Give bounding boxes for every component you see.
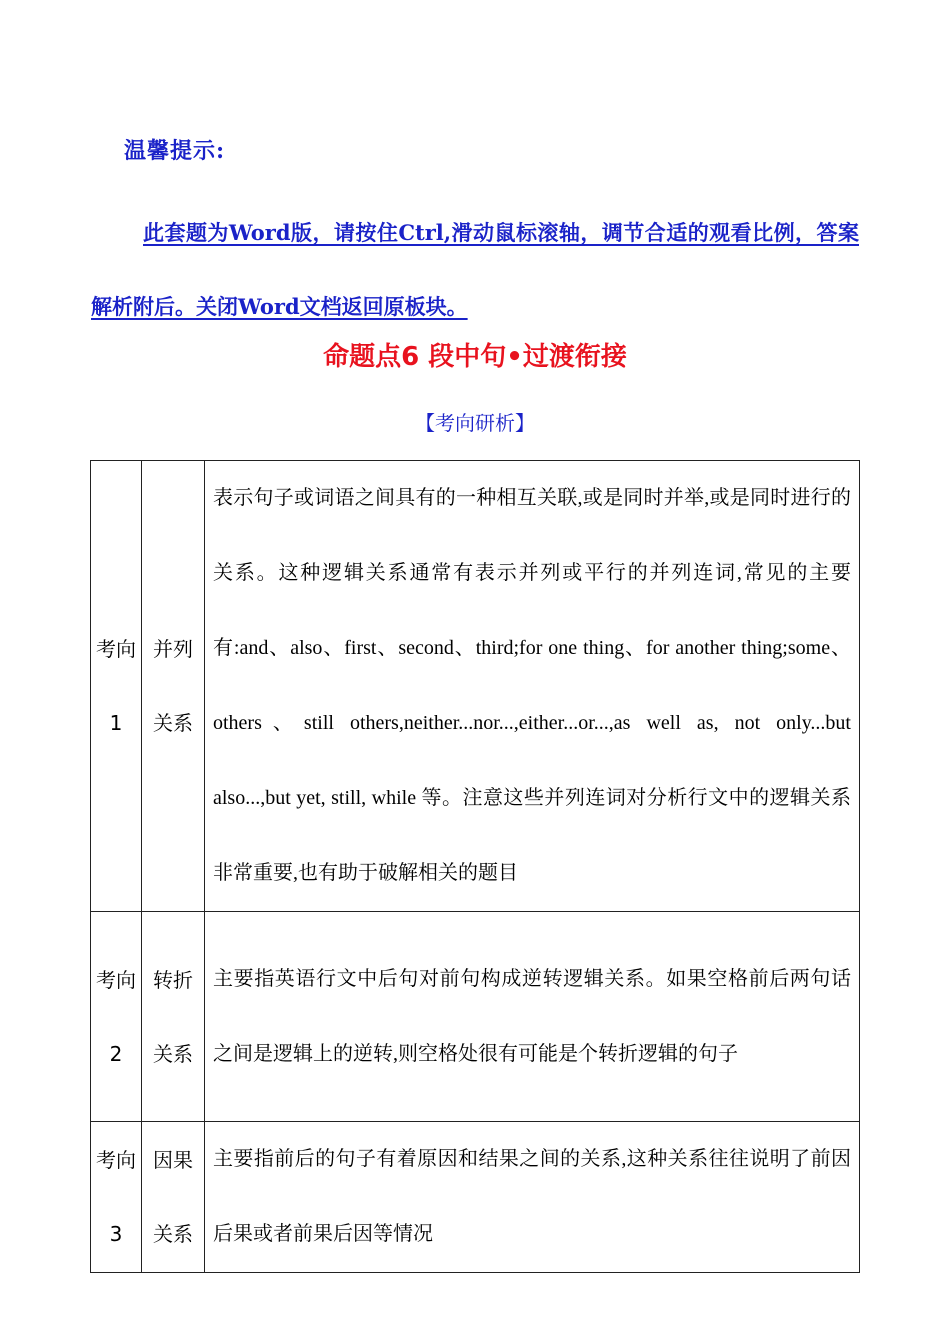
direction-number: 2 — [109, 1041, 123, 1066]
tip-body-text: 此套题为Word版，请按住Ctrl,滑动鼠标滚轴，调节合适的观看比例，答案解析附后。关闭Word文档返回原板块。 — [91, 220, 859, 319]
description-cell: 主要指前后的句子有着原因和结果之间的关系,这种关系往往说明了前因后果或者前果后因等情况 — [205, 1122, 860, 1273]
description-cell: 表示句子或词语之间具有的一种相互关联,或是同时并举,或是同时进行的关系。这种逻辑关系通常有表示并列或平行的并列连词,常见的主要有:and、also、first、second、third;for one thing、for another thing;some、others、still others,neither...nor...,either...or...,as well as, not only...but also...,but yet, still, while 等。注意这些并列连词对分析行文中的逻辑关系非常重要,也有助于破解相关的题目 — [205, 461, 860, 912]
direction-label: 考向 — [96, 967, 136, 992]
direction-label: 考向 — [96, 1148, 136, 1172]
relation-type-cell — [142, 912, 205, 1122]
table-row — [91, 461, 860, 912]
relation-type-line1: 因果 — [153, 1148, 193, 1172]
tip-heading: 温馨提示: — [124, 138, 226, 164]
direction-table — [90, 460, 860, 1273]
relation-type-line1: 并列 — [153, 637, 193, 661]
table-row — [91, 912, 860, 1122]
table-row — [91, 1122, 860, 1273]
section-title: 命题点6 段中句•过渡衔接 — [323, 342, 627, 372]
relation-type-line2: 关系 — [153, 1222, 193, 1246]
relation-type-line1: 转折 — [153, 967, 193, 992]
direction-id-cell — [91, 912, 142, 1122]
relation-type-cell — [142, 461, 205, 912]
relation-type-line2: 关系 — [153, 1041, 193, 1066]
direction-label: 考向 — [96, 637, 136, 661]
tip-body — [91, 196, 859, 344]
relation-type-line2: 关系 — [153, 711, 193, 735]
direction-number: 1 — [109, 711, 123, 735]
sub-title: 【考向研析】 — [415, 411, 535, 435]
direction-number: 3 — [109, 1222, 123, 1246]
direction-id-cell — [91, 461, 142, 912]
direction-id-cell — [91, 1122, 142, 1273]
description-cell: 主要指英语行文中后句对前句构成逆转逻辑关系。如果空格前后两句话之间是逻辑上的逆转,则空格处很有可能是个转折逻辑的句子 — [205, 912, 860, 1122]
relation-type-cell — [142, 1122, 205, 1273]
